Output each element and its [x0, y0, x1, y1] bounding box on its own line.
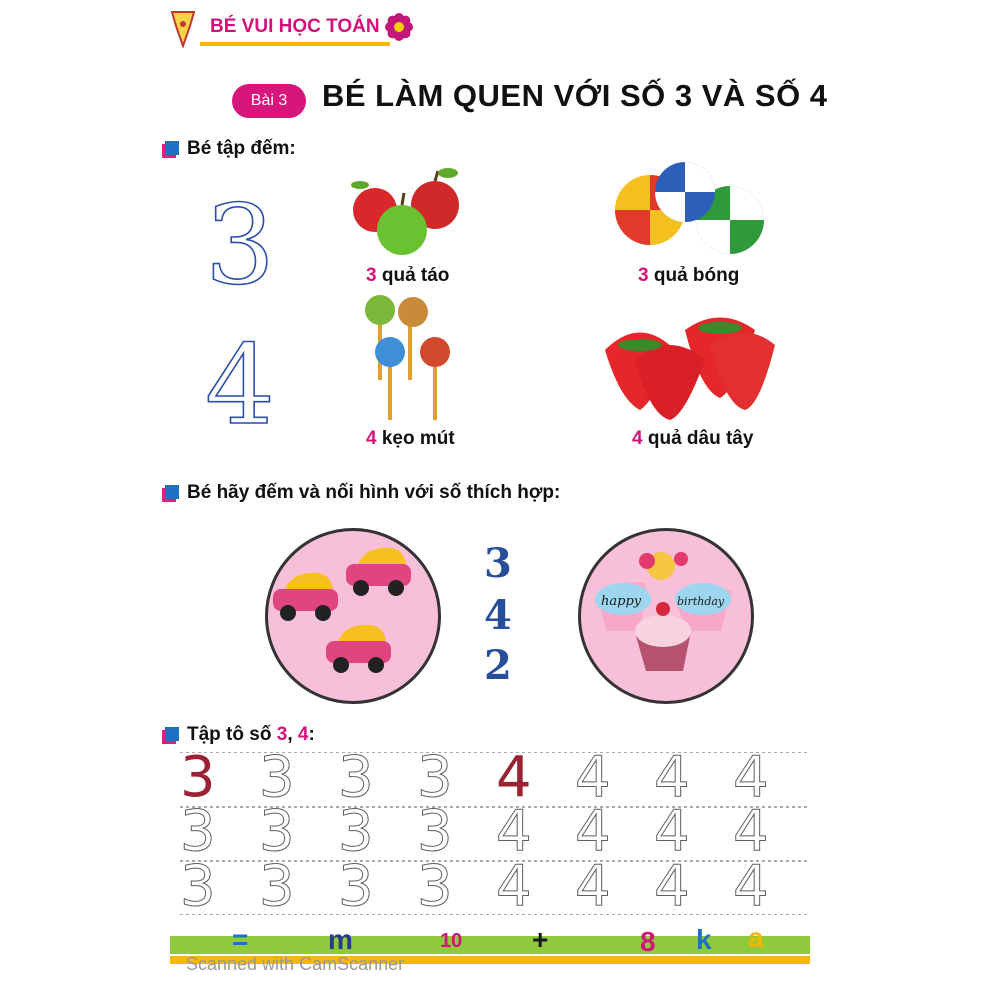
pen-icon: [168, 8, 198, 48]
balls-picture: [605, 160, 770, 260]
trace-digit: 4: [496, 799, 532, 864]
trace-row-3: [180, 854, 810, 919]
square-bullet-icon: [165, 727, 179, 741]
flower-icon: [384, 12, 414, 42]
trace-digit: 4: [654, 799, 690, 864]
trace-digit: 3: [338, 854, 374, 919]
section-heading-matching: Bé hãy đếm và nối hình với số thích hợp:: [165, 482, 560, 504]
trace-digit: 4: [733, 799, 769, 864]
trace-digit: 3: [180, 745, 216, 810]
trace-digit: 3: [417, 745, 453, 810]
series-title: BÉ VUI HỌC TOÁN: [200, 12, 390, 46]
lesson-badge: Bài 3: [232, 84, 306, 118]
trace-digit: 3: [259, 799, 295, 864]
trace-digit: 3: [417, 854, 453, 919]
footer-symbol: 10: [440, 930, 463, 952]
trace-digit: 3: [338, 745, 374, 810]
cupcakes-circle[interactable]: [578, 528, 754, 704]
caption-balls: 3 quả bóng: [638, 265, 740, 286]
footer-symbol: m: [328, 924, 353, 955]
footer-bar: [170, 936, 810, 954]
choice-number-3[interactable]: 2: [484, 642, 512, 689]
trace-digit: 3: [338, 799, 374, 864]
scanner-watermark: Scanned with CamScanner: [186, 954, 405, 974]
section-heading-counting: Bé tập đếm:: [165, 138, 296, 160]
trace-digit: 3: [417, 799, 453, 864]
caption-apples: 3 quả táo: [366, 265, 450, 286]
trace-digit: 4: [575, 745, 611, 810]
trace-digit: 4: [654, 745, 690, 810]
trace-digit: 4: [496, 745, 532, 810]
square-bullet-icon: [165, 141, 179, 155]
cupcake-text-happy: happy: [601, 594, 642, 609]
footer-symbol: 8: [640, 926, 656, 957]
trace-digit: 4: [733, 745, 769, 810]
caption-strawberries: 4 quả dâu tây: [632, 428, 754, 449]
trace-digit: 3: [180, 799, 216, 864]
trace-digit: 4: [575, 799, 611, 864]
caption-lollipops: 4 kẹo mút: [366, 428, 455, 449]
cars-circle[interactable]: [265, 528, 441, 704]
cars-picture: [268, 531, 438, 701]
lesson-title: BÉ LÀM QUEN VỚI SỐ 3 VÀ SỐ 4: [322, 78, 828, 113]
choice-number-2[interactable]: 4: [484, 592, 512, 639]
trace-digit: 4: [654, 854, 690, 919]
big-digit-four: 4: [205, 321, 275, 449]
footer-symbol: k: [696, 924, 712, 955]
trace-digit: 4: [575, 854, 611, 919]
trace-row-2: [180, 799, 810, 864]
trace-row-1: [180, 745, 810, 810]
trace-digit: 4: [733, 854, 769, 919]
footer-symbol: =: [232, 924, 249, 955]
trace-digit: 3: [180, 854, 216, 919]
cupcake-text-birthday: birthday: [677, 595, 725, 608]
tracing-rows[interactable]: [180, 745, 810, 919]
cupcakes-picture: [581, 531, 751, 701]
footer-symbol: a: [748, 922, 764, 953]
square-bullet-icon: [165, 485, 179, 499]
section-heading-tracing: Tập tô số 3, 4:: [165, 724, 315, 746]
trace-digit: 4: [496, 854, 532, 919]
trace-digit: 3: [259, 854, 295, 919]
trace-digit: 3: [259, 745, 295, 810]
apples-picture: [340, 165, 470, 260]
strawberries-picture: [595, 310, 780, 420]
footer-symbol: +: [532, 924, 549, 955]
lollipops-picture: [355, 290, 455, 425]
big-digit-three: 3: [205, 181, 275, 309]
choice-number-1[interactable]: 3: [484, 540, 512, 587]
